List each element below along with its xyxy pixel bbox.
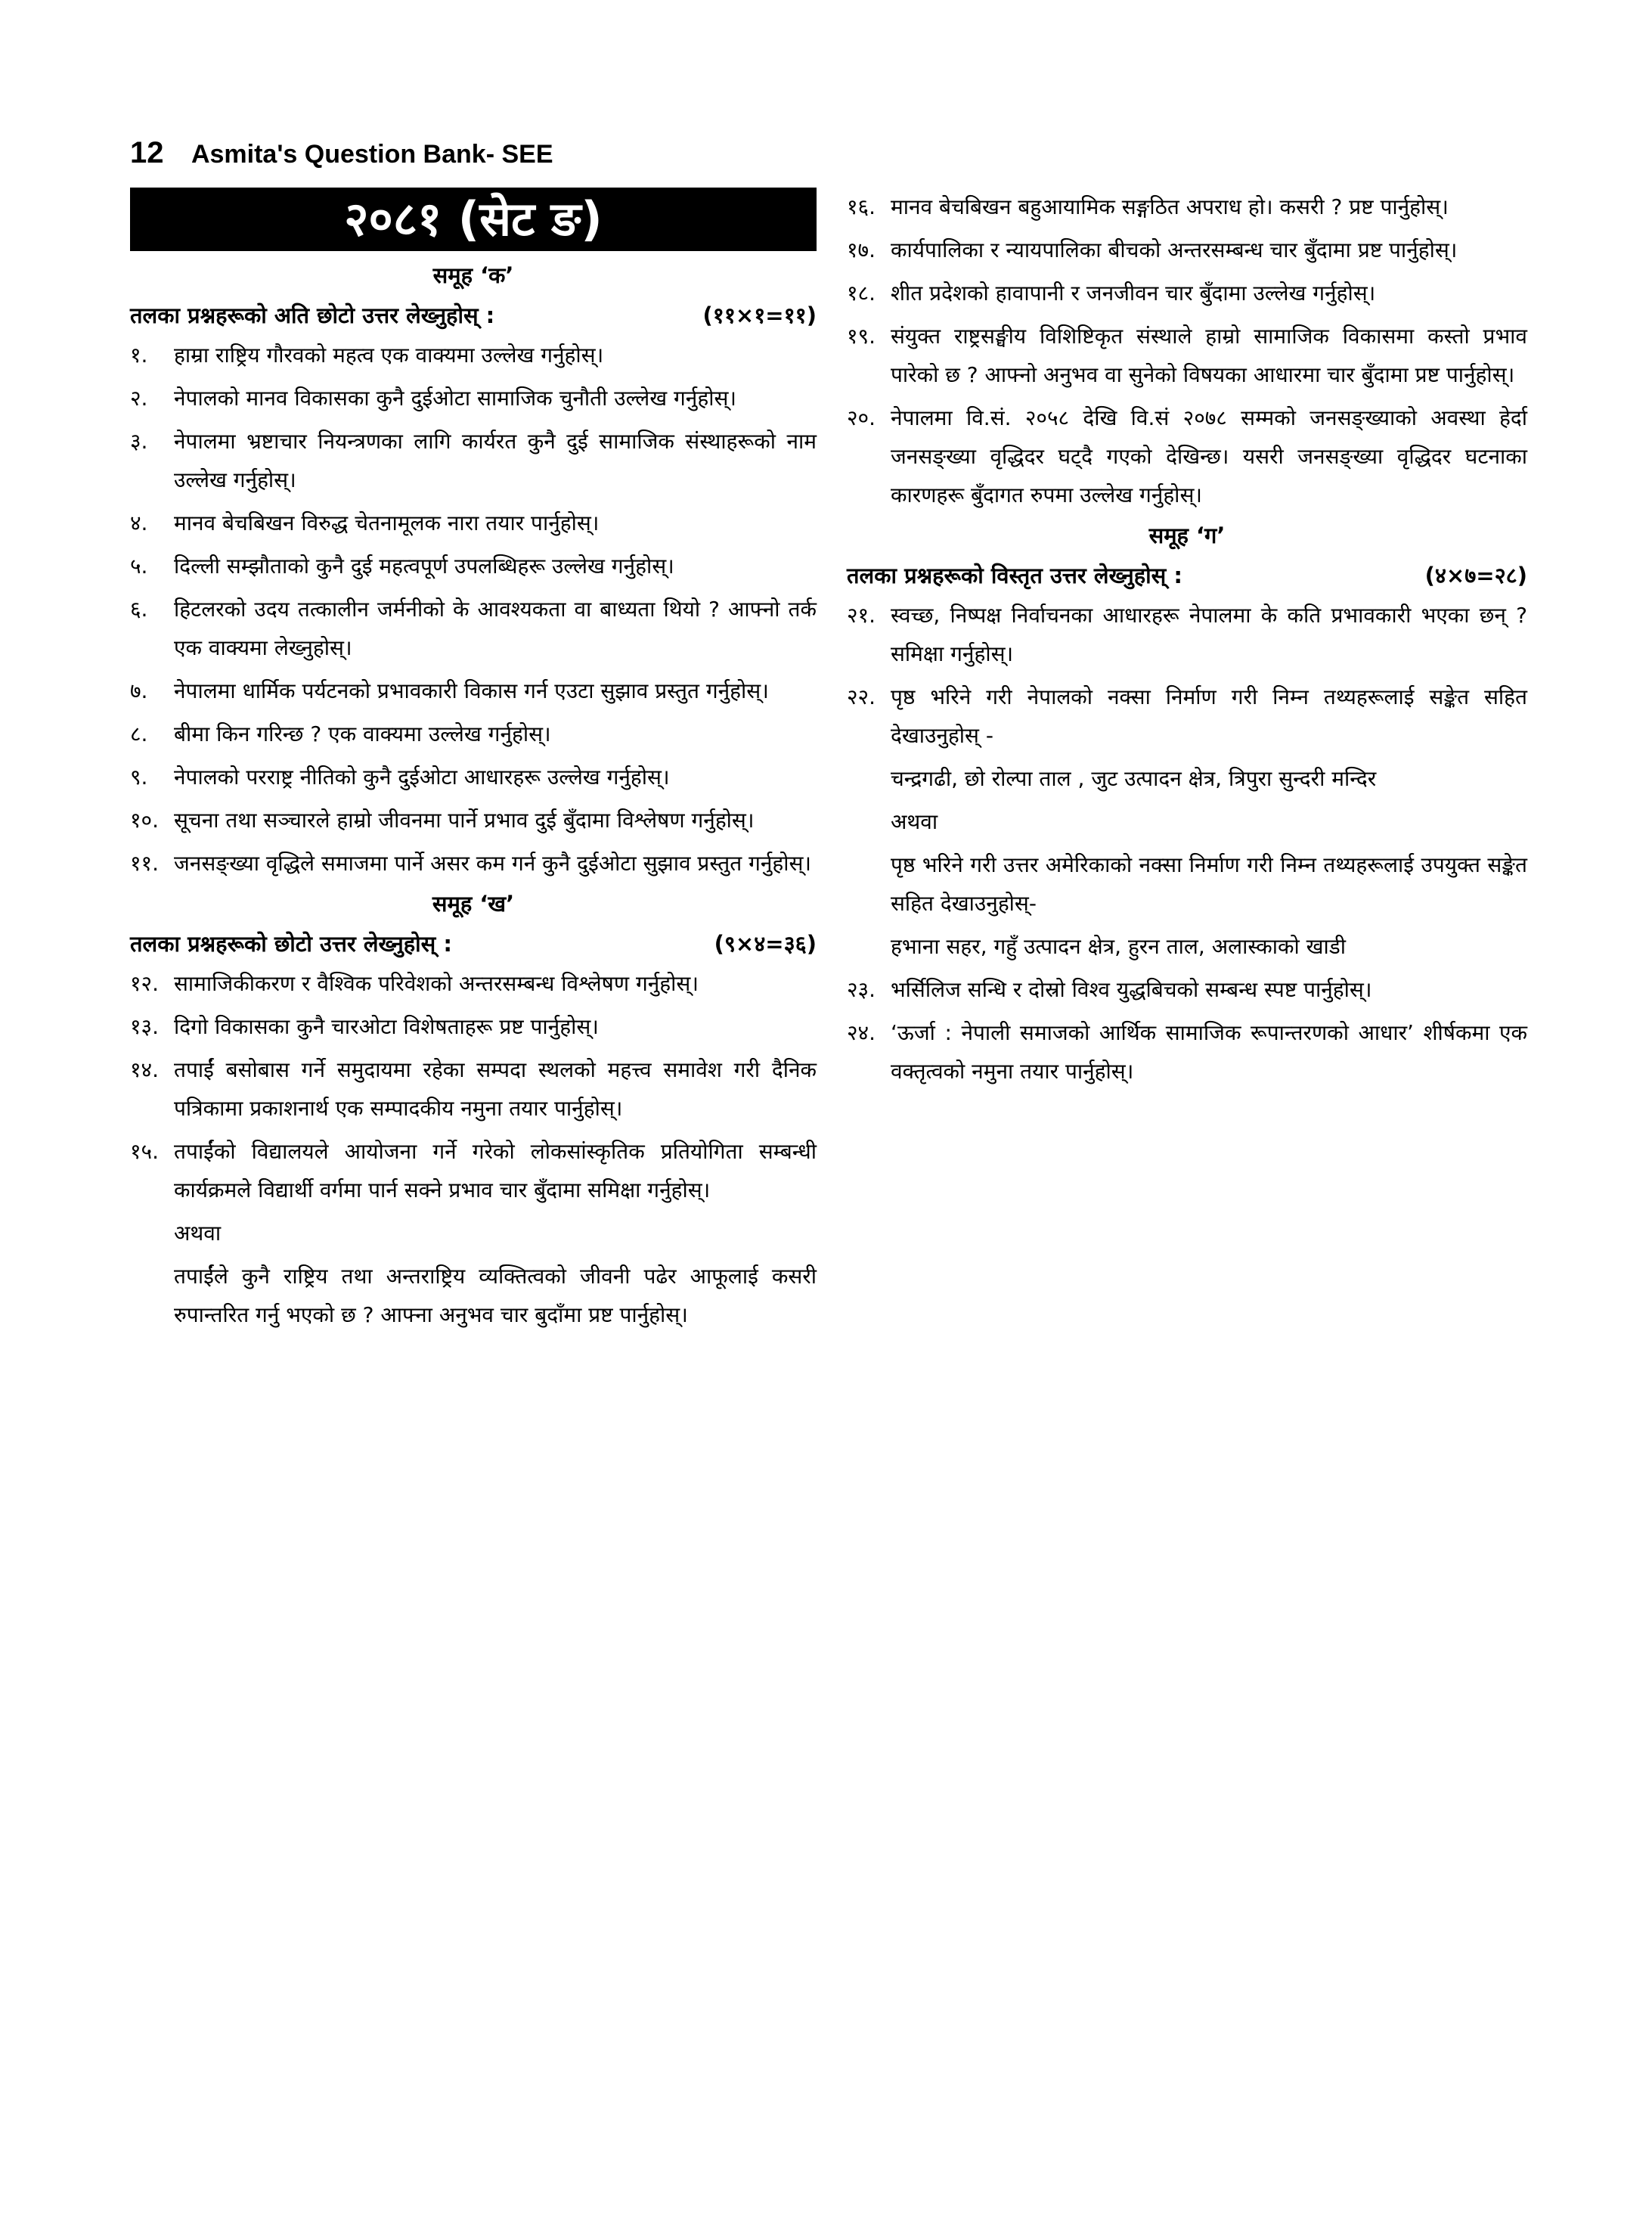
- question-7: [130, 672, 817, 710]
- question-text: नेपालमा भ्रष्टाचार नियन्त्रणका लागि कार्यरत कुनै दुई सामाजिक संस्थाहरूको नाम उल्लेख गर्नुहोस्।: [174, 429, 817, 492]
- group-ka-instruction: [130, 298, 817, 333]
- question-text: नेपालको परराष्ट्र नीतिको कुनै दुईओटा आधारहरू उल्लेख गर्नुहोस्।: [174, 765, 670, 790]
- question-number: २४.: [847, 1020, 876, 1045]
- question-21: [847, 596, 1527, 673]
- question-number: १९.: [847, 324, 876, 349]
- instruction-text: तलका प्रश्नहरूको छोटो उत्तर लेख्नुहोस् :: [130, 931, 452, 957]
- question-text: पृष्ठ भरिने गरी नेपालको नक्सा निर्माण गरी निम्न तथ्यहरूलाई सङ्केत सहित देखाउनुहोस् -: [891, 684, 1527, 748]
- question-number: ३.: [130, 429, 148, 454]
- question-number: १२.: [130, 971, 160, 996]
- question-22-items: चन्द्रगढी, छो रोल्पा ताल , जुट उत्पादन क्षेत्र, त्रिपुरा सुन्दरी मन्दिर: [891, 766, 1377, 791]
- page-header: [130, 136, 553, 170]
- question-4: [130, 504, 817, 542]
- question-15-alternative: तपाईंले कुनै राष्ट्रिय तथा अन्तराष्ट्रिय व्यक्तित्वको जीवनी पढेर आफूलाई कसरी रुपान्तरित गर्नु भएको छ ? आफ्ना अनुभव चार बुदाँमा प्रष्ट पार्नुहोस्।: [174, 1264, 817, 1327]
- question-22-alternative-items: हभाना सहर, गहुँ उत्पादन क्षेत्र, हुरन ताल, अलास्काको खाडी: [891, 934, 1347, 959]
- question-17: [847, 231, 1527, 269]
- question-text: सूचना तथा सञ्चारले हाम्रो जीवनमा पार्ने प्रभाव दुई बुँदामा विश्लेषण गर्नुहोस्।: [174, 808, 755, 833]
- group-ka-heading: समूह ‘क’: [432, 262, 514, 288]
- exam-set-title: २०८१ (सेट ङ): [130, 188, 817, 251]
- question-22-or: अथवा: [891, 809, 938, 834]
- question-19: [847, 317, 1527, 394]
- question-2: [130, 379, 817, 417]
- question-number: २१.: [847, 603, 876, 628]
- group-kha-instruction: [130, 926, 817, 961]
- question-text: सामाजिकीकरण र वैश्विक परिवेशको अन्तरसम्बन्ध विश्लेषण गर्नुहोस्।: [174, 971, 699, 996]
- question-text: शीत प्रदेशको हावापानी र जनजीवन चार बुँदामा उल्लेख गर्नुहोस्।: [891, 281, 1376, 306]
- question-number: १७.: [847, 237, 876, 262]
- left-column: [130, 188, 817, 1339]
- question-number: ७.: [130, 678, 148, 703]
- question-number: ६.: [130, 597, 148, 622]
- question-14: [130, 1050, 817, 1128]
- marks-label: (११×१=११): [702, 303, 817, 328]
- question-number: ८.: [130, 721, 148, 746]
- question-text: मानव बेचबिखन बहुआयामिक सङ्गठित अपराध हो। कसरी ? प्रष्ट पार्नुहोस्।: [891, 194, 1449, 219]
- question-number: ११.: [130, 851, 160, 876]
- question-22: [847, 678, 1527, 755]
- question-text: नेपालको मानव विकासका कुनै दुईओटा सामाजिक चुनौती उल्लेख गर्नुहोस्।: [174, 386, 736, 411]
- instruction-text: तलका प्रश्नहरूको अति छोटो उत्तर लेख्नुहोस् :: [130, 303, 495, 328]
- question-number: २.: [130, 386, 148, 411]
- question-number: १४.: [130, 1057, 160, 1082]
- question-text: भर्सिलिज सन्धि र दोस्रो विश्व युद्धबिचको सम्बन्ध स्पष्ट पार्नुहोस्।: [891, 977, 1372, 1002]
- question-11: [130, 844, 817, 883]
- question-number: १५.: [130, 1139, 160, 1164]
- question-15: [130, 1132, 817, 1209]
- group-kha-heading: समूह ‘ख’: [432, 891, 515, 917]
- question-9: [130, 758, 817, 796]
- question-number: १.: [130, 343, 148, 368]
- question-number: १८.: [847, 281, 876, 306]
- question-text: जनसङ्ख्या वृद्धिले समाजमा पार्ने असर कम गर्न कुनै दुईओटा सुझाव प्रस्तुत गर्नुहोस्।: [174, 851, 812, 876]
- question-18: [847, 274, 1527, 312]
- question-text: स्वच्छ, निष्पक्ष निर्वाचनका आधारहरू नेपालमा के कति प्रभावकारी भएका छन् ? समिक्षा गर्नुहोस्।: [891, 603, 1527, 666]
- question-text: तपाईं बसोबास गर्ने समुदायमा रहेका सम्पदा स्थलको महत्त्व समावेश गरी दैनिक पत्रिकामा प्रकाशनार्थ एक सम्पादकीय नमुना तयार पार्नुहोस्।: [174, 1057, 817, 1121]
- question-text: बीमा किन गरिन्छ ? एक वाक्यमा उल्लेख गर्नुहोस्।: [174, 721, 551, 746]
- marks-label: (४×७=२८): [1424, 563, 1527, 588]
- marks-label: (९×४=३६): [714, 931, 817, 957]
- question-text: कार्यपालिका र न्यायपालिका बीचको अन्तरसम्बन्ध चार बुँदामा प्रष्ट पार्नुहोस्।: [891, 237, 1458, 262]
- question-1: [130, 336, 817, 374]
- question-number: १६.: [847, 194, 876, 219]
- question-number: २०.: [847, 405, 876, 430]
- question-text: ‘ऊर्जा : नेपाली समाजको आर्थिक सामाजिक रूपान्तरणको आधार’ शीर्षकमा एक वक्तृत्वको नमुना तयार पार्नुहोस्।: [891, 1020, 1527, 1084]
- question-13: [130, 1007, 817, 1046]
- question-16: [847, 188, 1527, 226]
- question-3: [130, 422, 817, 499]
- group-ga-heading: समूह ‘ग’: [1148, 523, 1226, 548]
- question-15-or: अथवा: [174, 1221, 222, 1246]
- question-text: हाम्रा राष्ट्रिय गौरवको महत्व एक वाक्यमा उल्लेख गर्नुहोस्।: [174, 343, 604, 368]
- page-number: 12: [130, 136, 164, 169]
- question-5: [130, 547, 817, 585]
- question-10: [130, 801, 817, 839]
- right-column: [847, 188, 1527, 1095]
- question-text: मानव बेचबिखन विरुद्ध चेतनामूलक नारा तयार पार्नुहोस्।: [174, 510, 600, 535]
- question-text: नेपालमा धार्मिक पर्यटनको प्रभावकारी विकास गर्न एउटा सुझाव प्रस्तुत गर्नुहोस्।: [174, 678, 769, 703]
- question-text: दिगो विकासका कुनै चारओटा विशेषताहरू प्रष्ट पार्नुहोस्।: [174, 1014, 599, 1039]
- question-text: दिल्ली सम्झौताको कुनै दुई महत्वपूर्ण उपलब्धिहरू उल्लेख गर्नुहोस्।: [174, 554, 674, 579]
- question-20: [847, 399, 1527, 514]
- question-number: २२.: [847, 684, 876, 709]
- question-number: ४.: [130, 510, 148, 535]
- question-number: १३.: [130, 1014, 160, 1039]
- question-number: ९.: [130, 765, 148, 790]
- question-text: हिटलरको उदय तत्कालीन जर्मनीको के आवश्यकता वा बाध्यता थियो ? आफ्नो तर्क एक वाक्यमा लेख्नुहोस्।: [174, 597, 817, 660]
- question-6: [130, 590, 817, 667]
- book-title: Asmita's Question Bank- SEE: [191, 140, 553, 169]
- question-number: २३.: [847, 977, 876, 1002]
- question-text: संयुक्त राष्ट्रसङ्घीय विशिष्टिकृत संस्थाले हाम्रो सामाजिक विकासमा कस्तो प्रभाव पारेको छ ? आफ्नो अनुभव वा सुनेको विषयका आधारमा चार बुँदामा प्रष्ट पार्नुहोस्।: [891, 324, 1527, 387]
- group-ga-instruction: [847, 558, 1527, 593]
- question-23: [847, 970, 1527, 1009]
- question-text: तपाईंको विद्यालयले आयोजना गर्ने गरेको लोकसांस्कृतिक प्रतियोगिता सम्बन्धी कार्यक्रमले विद्यार्थी वर्गमा पार्न सक्ने प्रभाव चार बुँदामा समिक्षा गर्नुहोस्।: [174, 1139, 817, 1202]
- question-24: [847, 1013, 1527, 1091]
- question-8: [130, 715, 817, 753]
- question-number: १०.: [130, 808, 160, 833]
- question-22-alternative: पृष्ठ भरिने गरी उत्तर अमेरिकाको नक्सा निर्माण गरी निम्न तथ्यहरूलाई उपयुक्त सङ्केत सहित देखाउनुहोस्-: [891, 852, 1527, 916]
- instruction-text: तलका प्रश्नहरूको विस्तृत उत्तर लेख्नुहोस् :: [847, 563, 1182, 588]
- question-number: ५.: [130, 554, 148, 579]
- question-12: [130, 964, 817, 1003]
- question-text: नेपालमा वि.सं. २०५८ देखि वि.सं २०७८ सम्मको जनसङ्ख्याको अवस्था हेर्दा जनसङ्ख्या वृद्धिदर घट्दै गएको देखिन्छ। यसरी जनसङ्ख्या वृद्धिदर घटनाका कारणहरू बुँदागत रुपमा उल्लेख गर्नुहोस्।: [891, 405, 1527, 507]
